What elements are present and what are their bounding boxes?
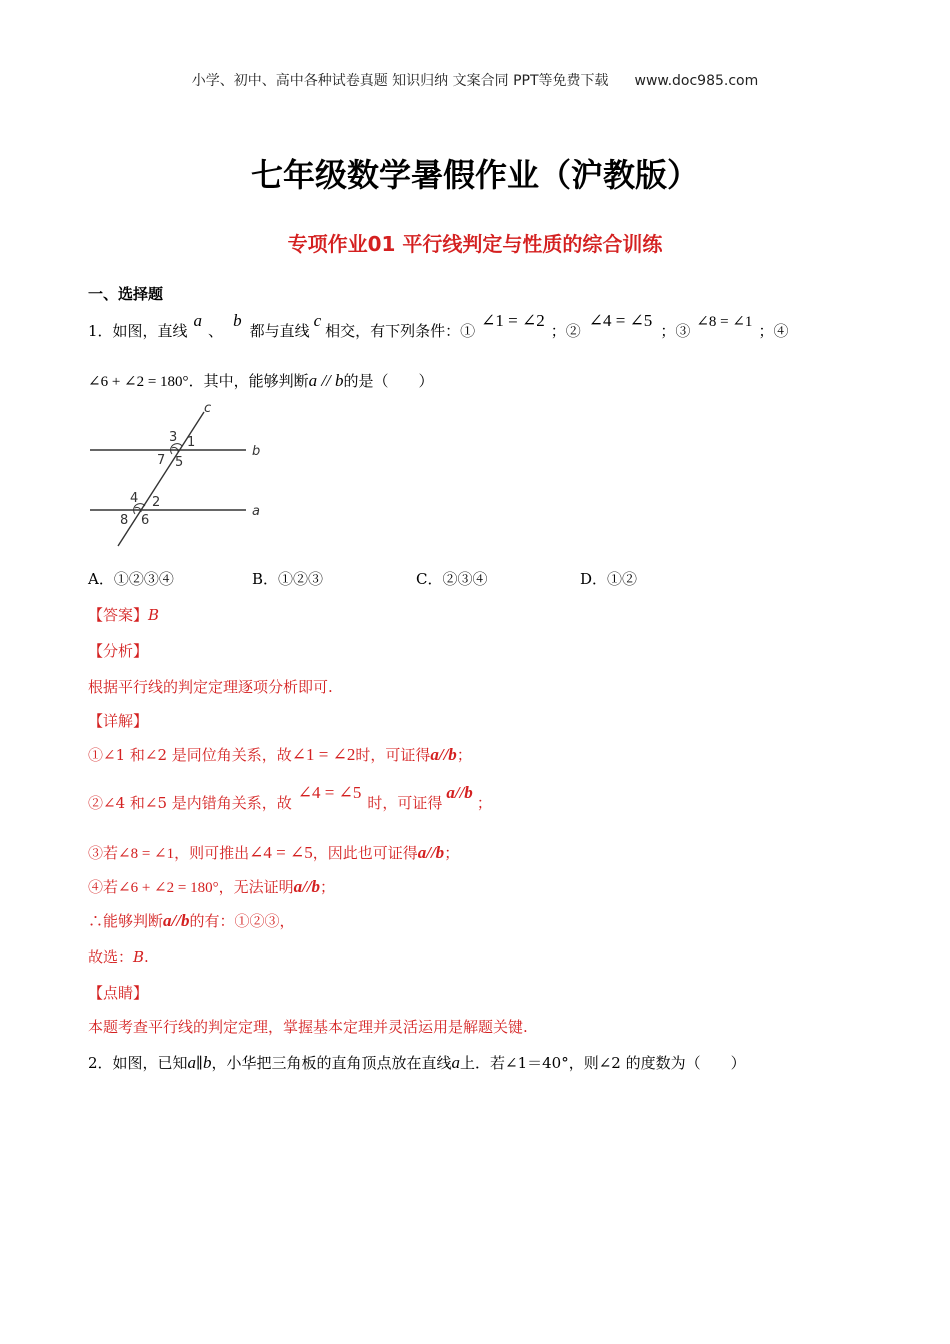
detail-line-2 — [88, 783, 492, 813]
q1-line2 — [88, 370, 434, 391]
q2-text: ，小华把三角板的直角顶点放在直线 — [211, 1054, 452, 1072]
cond-4: ∠6 + ∠2 = 180° — [88, 374, 189, 390]
detail-parallel: a//b — [446, 783, 473, 802]
label-c: c — [204, 401, 212, 416]
detail-parallel: a//b — [163, 911, 190, 930]
detail-text: ①∠1 和∠2 是同位角关系，故 — [88, 746, 292, 764]
var-b: b — [233, 311, 242, 330]
q1-line1 — [88, 311, 789, 341]
comment-text: 本题考查平行线的判定定理，掌握基本定理并灵活运用是解题关键. — [88, 1018, 528, 1036]
detail-text: ； — [444, 844, 460, 862]
q1-text: 1．如图，直线 — [88, 322, 188, 340]
choose-text: . — [144, 948, 149, 966]
parallel-ab: a // b — [308, 371, 344, 390]
detail-text: 时，可证得 — [367, 794, 443, 812]
detail-text: 的有：①②③， — [189, 912, 295, 930]
detail-line-4 — [88, 876, 335, 897]
q1-text: ；③ — [660, 322, 691, 340]
detail-text: ，因此也可证得 — [312, 844, 418, 862]
q1-text: ；④ — [758, 322, 789, 340]
comment-label: 【点睛】 — [88, 984, 149, 1002]
var-c: c — [313, 311, 322, 330]
angle-label-5: 5 — [175, 455, 184, 470]
label-b: b — [252, 444, 261, 459]
option-a[interactable]: A．①②③④ — [88, 570, 174, 588]
option-d[interactable]: D．①② — [580, 570, 638, 588]
detail-line-3 — [88, 842, 459, 863]
header-site-text: 小学、初中、高中各种试卷真题 知识归纳 文案合同 PPT等免费下载 — [191, 73, 609, 89]
page-title: 七年级数学暑假作业（沪教版） — [250, 156, 699, 194]
detail-math: ∠8 = ∠1 — [118, 846, 175, 862]
detail-text: ②∠4 和∠5 是内错角关系，故 — [88, 794, 292, 812]
answer-line — [88, 604, 159, 625]
q1-text: 相交，有下列条件：① — [325, 322, 476, 340]
detail-parallel: a//b — [293, 877, 321, 896]
angle-label-4: 4 — [130, 491, 139, 506]
q1-text: 都与直线 — [249, 322, 310, 340]
q1-text: ．其中，能够判断 — [188, 372, 309, 390]
detail-math: ∠4 = ∠5 — [297, 783, 362, 802]
option-b[interactable]: B．①②③ — [252, 570, 324, 588]
choose-text: 故选： — [88, 948, 134, 966]
cond-1: ∠1 = ∠2 — [481, 311, 545, 330]
angle-label-6: 6 — [141, 513, 150, 528]
detail-math: ∠1 = ∠2 — [291, 745, 356, 764]
detail-text: ； — [320, 878, 336, 896]
page-header — [0, 70, 950, 90]
detail-text: ； — [456, 746, 472, 764]
answer-value: B — [148, 606, 160, 624]
q2-parallel: ∥ — [196, 1054, 203, 1072]
q1-text: ；② — [550, 322, 581, 340]
q2-line — [88, 1052, 746, 1073]
var-a: a — [193, 311, 203, 330]
answer-label: 【答案】 — [88, 606, 149, 624]
detail-text: ； — [476, 794, 492, 812]
q2-var-b: b — [202, 1053, 212, 1072]
option-c[interactable]: C．②③④ — [416, 570, 488, 588]
parallel-lines-figure — [86, 398, 276, 550]
detail-line-5 — [88, 910, 294, 931]
cond-3: ∠8 = ∠1 — [696, 314, 753, 330]
page-subtitle: 专项作业01 平行线判定与性质的综合训练 — [287, 232, 663, 256]
detail-text: ③若 — [88, 844, 119, 862]
detail-parallel: a//b — [417, 843, 445, 862]
detail-text: 时，可证得 — [355, 746, 431, 764]
angle-label-2: 2 — [152, 495, 161, 510]
angle-label-3: 3 — [169, 430, 178, 445]
detail-text: ，无法证明 — [218, 878, 294, 896]
cond-2: ∠4 = ∠5 — [588, 311, 653, 330]
label-a: a — [252, 504, 260, 519]
detail-line-1 — [88, 744, 472, 765]
q2-text: 2．如图，已知 — [88, 1054, 188, 1072]
angle-label-1: 1 — [187, 435, 196, 450]
detail-math: ∠4 = ∠5 — [249, 843, 313, 862]
analysis-label: 【分析】 — [88, 642, 149, 660]
q2-var-a: a — [187, 1053, 197, 1072]
detail-label: 【详解】 — [88, 712, 149, 730]
detail-text: ，则可推出 — [174, 844, 250, 862]
q2-text: 上．若∠1＝40°，则∠2 的度数为（ ） — [460, 1054, 746, 1072]
header-url[interactable]: www.doc985.com — [634, 73, 759, 89]
choose-answer: B — [133, 948, 145, 966]
q2-var-a: a — [451, 1053, 460, 1072]
line-c — [118, 412, 204, 546]
q1-sep: 、 — [208, 322, 224, 340]
analysis-text: 根据平行线的判定定理逐项分析即可. — [88, 678, 333, 696]
detail-math: ∠6 + ∠2 = 180° — [118, 880, 219, 896]
angle-label-7: 7 — [157, 453, 166, 468]
q1-text: 的是（ ） — [343, 372, 434, 390]
section-label: 一、选择题 — [88, 285, 164, 303]
choose-line — [88, 946, 149, 967]
detail-parallel: a//b — [430, 745, 457, 764]
detail-text: ∴能够判断 — [88, 912, 164, 930]
detail-text: ④若 — [88, 878, 119, 896]
angle-label-8: 8 — [120, 513, 129, 528]
